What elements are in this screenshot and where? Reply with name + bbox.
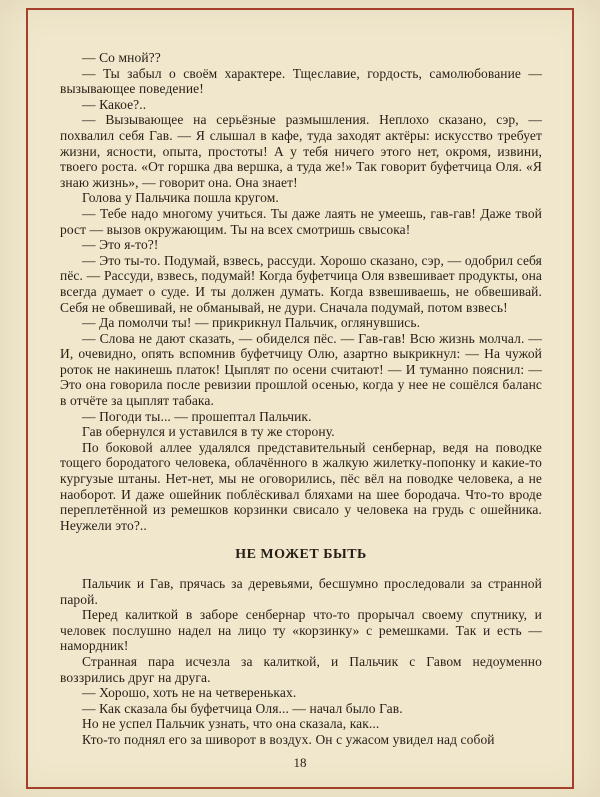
paragraph: — Слова не дают сказать, — обиделся пёс. — Гав-гав! Всю жизнь молчал. — И, очевидно, опять вспомнив буфетчицу Олю, азартно выкрикнул: — На чужой роток не накинешь платок! Цыплят по осени считают! — И туманно пояснил: — Это она говорила после ревизии прошлой осенью, когда у нее не сошёлся баланс в отчёте за цыплят табака. [60, 330, 542, 409]
text-column [60, 50, 542, 748]
paragraph: По боковой аллее удалялся представительный сенбернар, ведя на поводке тощего бородатого человека, облачённого в жалкую жилетку-попонку и какие-то кургузые штаны. Нет-нет, мы не оговорились, пёс вёл на поводке человека, а не наоборот. И даже ошейник поблёскивал бляхами на шее бородача. Что-то вроде переплетённой из ремешков корзинки свисало у человека на грудь с ошейника. Неужели это?.. [60, 439, 542, 533]
paragraph: Кто-то поднял его за шиворот в воздух. Он с ужасом увидел над собой [82, 731, 495, 747]
paragraph: — Какое?.. [82, 96, 147, 112]
paragraph: — Как сказала бы буфетчица Оля... — начал было Гав. [82, 700, 403, 716]
paragraph: — Это ты-то. Подумай, взвесь, рассуди. Хорошо сказано, сэр, — одобрил себя пёс. — Рассуди, взвесь, подумай! Когда буфетчица Оля взвешивает продукты, она всегда думает о суде. И ты должен думать. Когда взвешиваешь, не обвешивай. Себя не обвешивай, не обманывай, не дури. Сначала подумай, потом взвесь! [60, 252, 542, 315]
paragraph: — Ты забыл о своём характере. Тщеславие, гордость, самолюбование — вызывающее поведение! [60, 65, 542, 97]
paragraph: — Вызывающее на серьёзные размышления. Неплохо сказано, сэр, — похвалил себя Гав. — Я слышал в кафе, туда заходят актёры: искусство требует жизни, ясности, опыта, простоты! А у тебя ничего этого нет, окромя, извини, твоего роста. «От горшка два вершка, а туда же!» Так говорит буфетчица Оля. «Я знаю жизнь», — говорит она. Она знает! [60, 112, 542, 190]
paragraph: — Это я-то?! [82, 237, 159, 253]
paragraph: Гав обернулся и уставился в ту же сторону. [82, 424, 335, 440]
paragraph: Странная пара исчезла за калиткой, и Пальчик с Гавом недоуменно воззрились друг на друга. [60, 653, 542, 685]
paragraph: Пальчик и Гав, прячась за деревьями, бесшумно проследовали за странной парой. [60, 576, 542, 607]
paragraph: — Погоди ты... — прошептал Пальчик. [82, 408, 312, 424]
paragraph: — Да помолчи ты! — прикрикнул Пальчик, оглянувшись. [82, 315, 421, 331]
paragraph: — Тебе надо многому учиться. Ты даже лаять не умеешь, гав-гав! Даже твой рост — вызов окружающим. Ты на всех смотришь свысока! [60, 205, 542, 237]
paragraph: — Хорошо, хоть не на четвереньках. [82, 685, 297, 701]
paragraph: Но не успел Пальчик узнать, что она сказала, как... [82, 716, 380, 732]
page-number: 18 [293, 755, 307, 770]
paragraph: Перед калиткой в заборе сенбернар что-то прорычал своему спутнику, и человек послушно надел на лицо ту «корзинку» с ремешками. Так и есть — намордник! [60, 607, 542, 654]
paragraph: — Со мной?? [82, 50, 161, 65]
paragraph: Голова у Пальчика пошла кругом. [82, 190, 279, 206]
section-heading: НЕ МОЖЕТ БЫТЬ [235, 547, 367, 563]
